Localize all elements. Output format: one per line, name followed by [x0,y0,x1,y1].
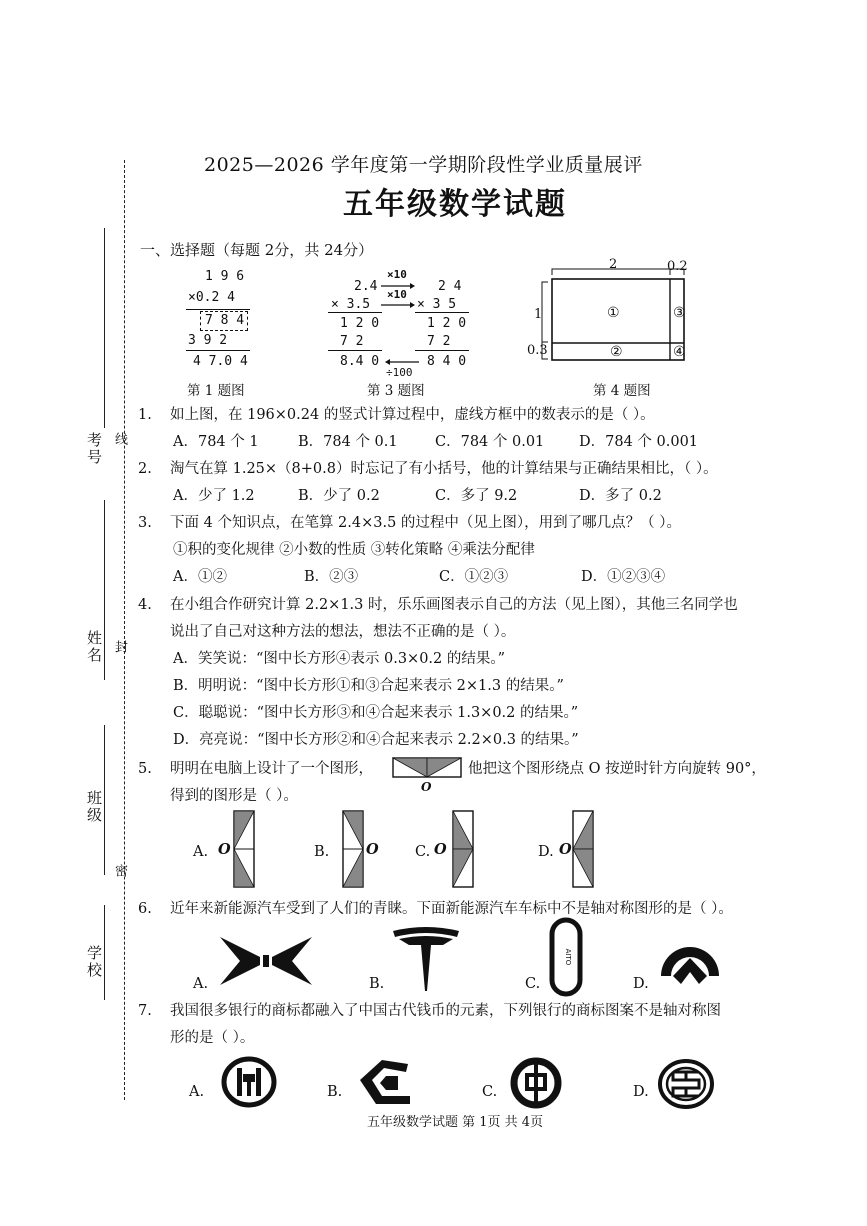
option-d-shape[interactable] [572,810,594,888]
exam-number-line [104,228,105,428]
car-logo-arch-icon[interactable] [657,932,723,988]
class-label: 班级 [85,790,103,824]
bank-logo-c-icon[interactable] [508,1057,564,1109]
op-times-10-b: ×10 [387,288,407,301]
page-title: 2025—2026 学年度第一学期阶段性学业质量展评 [204,154,643,176]
svg-text:AITO: AITO [564,948,572,966]
arrow-right-icon [380,301,416,309]
original-shape-figure [392,757,462,779]
option-b-label[interactable]: B. [314,844,330,860]
option-d-label[interactable]: D. [538,844,554,860]
bank-logo-a-icon[interactable] [220,1056,278,1108]
figure-3-caption: 第 3 题图 [367,383,425,399]
option-a-label[interactable]: A. [193,844,209,860]
section-title: 一、选择题（每题 2分，共 24分） [140,241,374,259]
name-label: 姓名 [85,630,103,664]
option-a[interactable]: A．①② [173,569,227,585]
option-b[interactable]: B．明明说：“图中长方形①和③合起来表示 2×1.3 的结果。” [173,678,564,694]
option-d[interactable]: D．①②③④ [581,569,666,585]
option-c-label[interactable]: C. [525,976,541,992]
car-logo-x-icon[interactable] [218,935,314,987]
binding-dashed-line [124,160,125,1100]
knowledge-points: ①积的变化规律 ②小数的性质 ③转化策略 ④乘法分配律 [173,542,535,558]
option-d-label[interactable]: D. [633,976,649,992]
option-d[interactable]: D．784 个 0.001 [579,434,699,450]
page-subtitle: 五年级数学试题 [343,187,567,222]
option-c[interactable]: C．784 个 0.01 [435,434,545,450]
option-a-label[interactable]: A. [189,1084,205,1100]
option-b-label[interactable]: B. [327,1084,343,1100]
bank-logo-d-icon[interactable] [657,1058,715,1110]
option-b[interactable]: B．②③ [304,569,359,585]
option-c-label[interactable]: C. [415,844,431,860]
option-a-label[interactable]: A. [193,976,209,992]
option-c[interactable]: C．聪聪说：“图中长方形③和④合起来表示 1.3×0.2 的结果。” [173,705,579,721]
page-footer: 五年级数学试题 第 1页 共 4页 [367,1115,544,1130]
option-b-label[interactable]: B. [369,976,385,992]
figure-1-caption: 第 1 题图 [187,383,245,399]
car-logo-t-icon[interactable] [391,925,461,993]
option-d[interactable]: D．多了 0.2 [579,488,662,504]
school-label: 学校 [85,945,103,979]
option-c-shape[interactable] [452,810,474,888]
op-divide-100: ÷100 [386,366,413,379]
option-c-label[interactable]: C. [482,1084,498,1100]
seal-char-secret: 密 [112,864,127,879]
option-a[interactable]: A．笑笑说：“图中长方形④表示 0.3×0.2 的结果。” [173,651,506,667]
figure-4-caption: 第 4 题图 [593,383,651,399]
option-a[interactable]: A．少了 1.2 [173,488,255,504]
option-d-label[interactable]: D. [633,1084,649,1100]
point-o-label: O [421,780,432,794]
option-b-shape[interactable] [342,810,364,888]
exam-number-label: 考号 [85,432,103,466]
car-logo-aito-icon[interactable] [549,917,583,997]
option-c[interactable]: C．①②③ [439,569,509,585]
seal-char-seal: 封 [112,640,127,655]
option-c[interactable]: C．多了 9.2 [435,488,518,504]
seal-char-line: 线 [112,432,127,447]
option-a-shape[interactable] [233,810,255,888]
op-times-10-a: ×10 [387,268,407,281]
option-d[interactable]: D．亮亮说：“图中长方形②和④合起来表示 2.2×0.3 的结果。” [173,732,579,748]
option-b[interactable]: B．少了 0.2 [298,488,380,504]
option-b[interactable]: B．784 个 0.1 [298,434,398,450]
bank-logo-b-icon[interactable] [356,1058,414,1108]
option-a[interactable]: A．784 个 1 [173,434,259,450]
